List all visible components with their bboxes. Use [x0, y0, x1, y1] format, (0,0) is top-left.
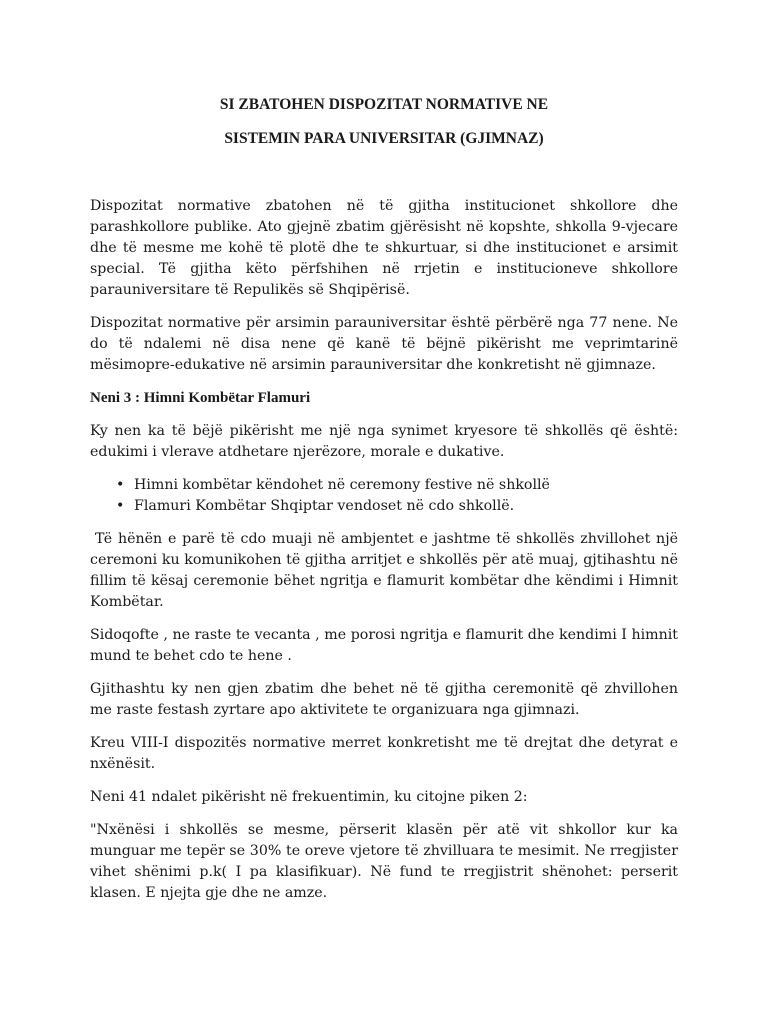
paragraph-intro: Dispozitat normative zbatohen në të gjitha institucionet shkollore dhe parashkollore publike. Ato gjejnë zbatim gjërësisht në kopshte, shkolla 9-vjecare dhe të mesme me kohë të plotë dhe te shkurtuar, si dhe institucionet e arsimit special. Të gjitha këto përfshihen në rrjetin e institucioneve shkollore parauniversitare të Repulikës së Shqipërisë.	[90, 198, 678, 298]
section-heading-neni-3: Neni 3 : Himni Kombëtar Flamuri	[90, 390, 311, 406]
paragraph-articles: Dispozitat normative për arsimin parauniversitar është përbërë nga 77 nene. Ne do të ndalemi në disa nene që kanë të bëjnë pikërisht me veprimtarinë mësimopre-edukative në arsimin parauniversitar dhe konkretisht në gjimnaze.	[90, 315, 678, 373]
list-item-text: Himni kombëtar këndohet në ceremony festive në shkollë	[134, 477, 550, 493]
list-item	[116, 496, 678, 517]
paragraph-neni-41: Neni 41 ndalet pikërisht në frekuentimin, ku citojne piken 2:	[90, 789, 528, 805]
paragraph-neni-3: Ky nen ka të bëjë pikërisht me një nga synimet kryesore të shkollës që është: edukimi i vlerave atdhetare njerëzore, morale e dukative.	[90, 423, 678, 460]
paragraph-quote: "Nxënësi i shkollës se mesme, përserit klasën për atë vit shkollor kur ka munguar me tepër se 30% te oreve vjetore të zhvilluara te mesimit. Ne rregjister vihet shënimi p.k( I pa klasifikuar). Në fund te rregjistrit shënohet: perserit klasen. E njejta gje dhe ne amze.	[90, 822, 678, 901]
list-item-text: Flamuri Kombëtar Shqiptar vendoset në cdo shkollë.	[134, 498, 515, 514]
list-item	[116, 475, 678, 496]
paragraph-ceremony: Të hënën e parë të cdo muaji në ambjentet e jashtme të shkollës zhvillohet një ceremoni ku komunikohen të gjitha arritjet e shkollës për atë muaj, gjtihashtu në fillim të kësaj ceremonie bëhet ngritja e flamurit kombëtar dhe këndimi i Himnit Kombëtar.	[90, 531, 678, 610]
paragraph-exceptions: Sidoqofte , ne raste te vecanta , me porosi ngritja e flamurit dhe kendimi I himnit mund te behet cdo te hene .	[90, 627, 678, 664]
bullet-icon: •	[116, 477, 125, 493]
paragraph-official-ceremonies: Gjithashtu ky nen gjen zbatim dhe behet në të gjitha ceremonitë që zhvillohen me raste festash zyrtare apo aktivitete te organizuara nga gjimnazi.	[90, 681, 678, 718]
bullet-list	[90, 475, 678, 517]
document-title-line-2: SISTEMIN PARA UNIVERSITAR (GJIMNAZ)	[224, 130, 544, 147]
title-block	[90, 88, 678, 156]
paragraph-kreu-viii: Kreu VIII-I dispozitës normative merret konkretisht me të drejtat dhe detyrat e nxënësit.	[90, 735, 678, 772]
bullet-icon: •	[116, 498, 125, 514]
document-title-line-1: SI ZBATOHEN DISPOZITAT NORMATIVE NE	[219, 96, 549, 113]
